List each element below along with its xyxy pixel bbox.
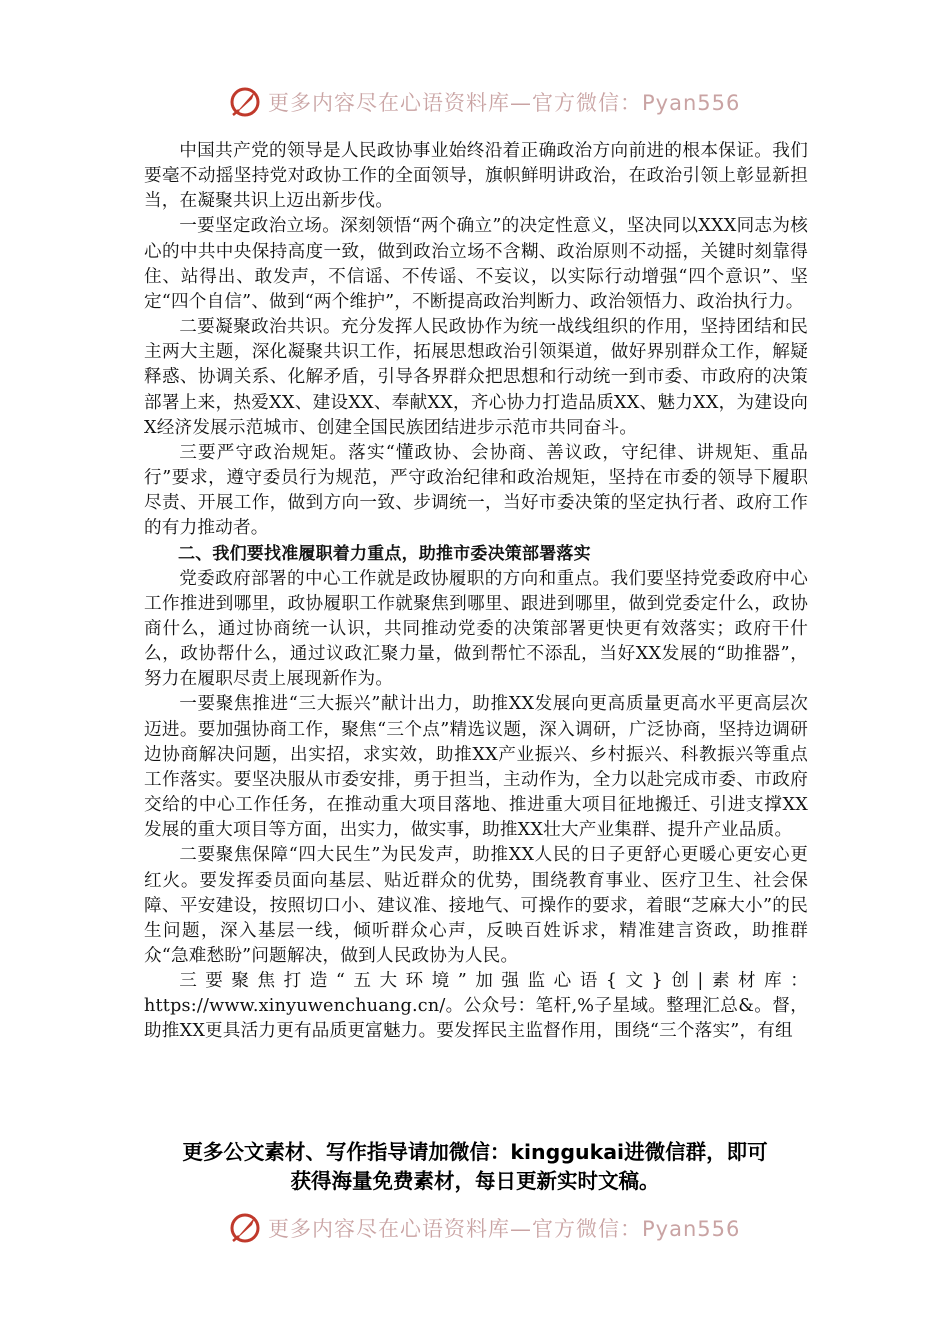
wechat-notice bbox=[130, 1138, 820, 1196]
footer-banner bbox=[0, 1208, 950, 1248]
footer-banner-text: 更多内容尽在心语资料库—官方微信：Pyan556 bbox=[268, 1217, 741, 1241]
paragraph: 二要凝聚政治共识。充分发挥人民政协作为统一战线组织的作用，坚持团结和民主两大主题，深化凝聚共识工作，拓展思想政治引领渠道，做好界别群众工作，解疑释惑、协调关系、化解矛盾，引导各界群众把思想和行动统一到市委、市政府的决策部署上来，热爱XX、建设XX、奉献XX，齐心协力打造品质XX、魅力XX，为建设向X经济发展示范城市、创建全国民族团结进步示范市共同奋斗。 bbox=[144, 317, 808, 438]
paragraph: 三要聚焦打造“五大环境”加强监心语{文}创|素材库：https://www.xinyuwenchuang.cn/。公众号：笔杆,%子星域。整理汇总&。督，助推XX更具活力更有品质更富魅力。要发挥民主监督作用，围绕“三个落实”，有组 bbox=[144, 971, 808, 1042]
section-heading: 二、我们要找准履职着力重点，助推市委决策部署落实 bbox=[178, 543, 591, 564]
header-banner-text: 更多内容尽在心语资料库—官方微信：Pyan556 bbox=[268, 91, 741, 115]
paragraph: 三要严守政治规矩。落实“懂政协、会协商、善议政，守纪律、讲规矩、重品行”要求，遵守委员行为规范，严守政治纪律和政治规矩，坚持在市委的领导下履职尽责、开展工作，做到方向一致、步调统一，当好市委决策的坚定执行者、政府工作的有力推动者。 bbox=[144, 442, 808, 539]
header-banner bbox=[0, 82, 950, 122]
quill-logo-icon bbox=[228, 1211, 262, 1245]
quill-logo-icon bbox=[228, 85, 262, 119]
paragraph: 二要聚焦保障“四大民生”为民发声，助推XX人民的日子更舒心更暖心更安心更红火。要发挥委员面向基层、贴近群众的优势，围绕教育事业、医疗卫生、社会保障、平安建设，按照切口小、建议准、接地气、可操作的要求，着眼“芝麻大小”的民生问题，深入基层一线，倾听群众心声，反映百姓诉求，精准建言资政，助推群众“急难愁盼”问题解决，做到人民政协为人民。 bbox=[144, 845, 808, 966]
paragraph: 党委政府部署的中心工作就是政协履职的方向和重点。我们要坚持党委政府中心工作推进到哪里，政协履职工作就聚焦到哪里、跟进到哪里，做到党委定什么，政协商什么，通过协商统一认识，共同推动党委的决策部署更快更有效落实；政府干什么，政协帮什么，通过议政汇聚力量，做到帮忙不添乱，当好XX发展的“助推器”，努力在履职尽责上展现新作为。 bbox=[144, 568, 808, 690]
paragraph: 一要坚定政治立场。深刻领悟“两个确立”的决定性意义，坚决同以XXX同志为核心的中共中央保持高度一致，做到政治立场不含糊、政治原则不动摇，关键时刻靠得住、站得出、敢发声，不信谣、不传谣、不妄议，以实际行动增强“四个意识”、坚定“四个自信”、做到“两个维护”，不断提高政治判断力、政治领悟力、政治执行力。 bbox=[144, 216, 808, 312]
document-body bbox=[144, 139, 808, 1045]
paragraph: 中国共产党的领导是人民政协事业始终沿着正确政治方向前进的根本保证。我们要毫不动摇坚持党对政协工作的全面领导，旗帜鲜明讲政治，在政治引领上彰显新担当，在凝聚共识上迈出新步伐。 bbox=[144, 141, 808, 212]
notice-line-2: 获得海量免费素材，每日更新实时文稿。 bbox=[290, 1169, 660, 1193]
paragraph: 一要聚焦推进“三大振兴”献计出力，助推XX发展向更高质量更高水平更高层次迈进。要加强协商工作，聚焦“三个点”精选议题，深入调研，广泛协商，坚持边调研边协商解决问题，出实招，求实效，助推XX产业振兴、乡村振兴、科教振兴等重点工作落实。要坚决服从市委安排，勇于担当，主动作为，全力以赴完成市委、市政府交给的中心工作任务，在推动重大项目落地、推进重大项目征地搬迁、引进支撑XX发展的重大项目等方面，出实力，做实事，助推XX壮大产业集群、提升产业品质。 bbox=[144, 694, 808, 841]
notice-line-1: 更多公文素材、写作指导请加微信：kinggukai进微信群，即可 bbox=[182, 1140, 768, 1164]
